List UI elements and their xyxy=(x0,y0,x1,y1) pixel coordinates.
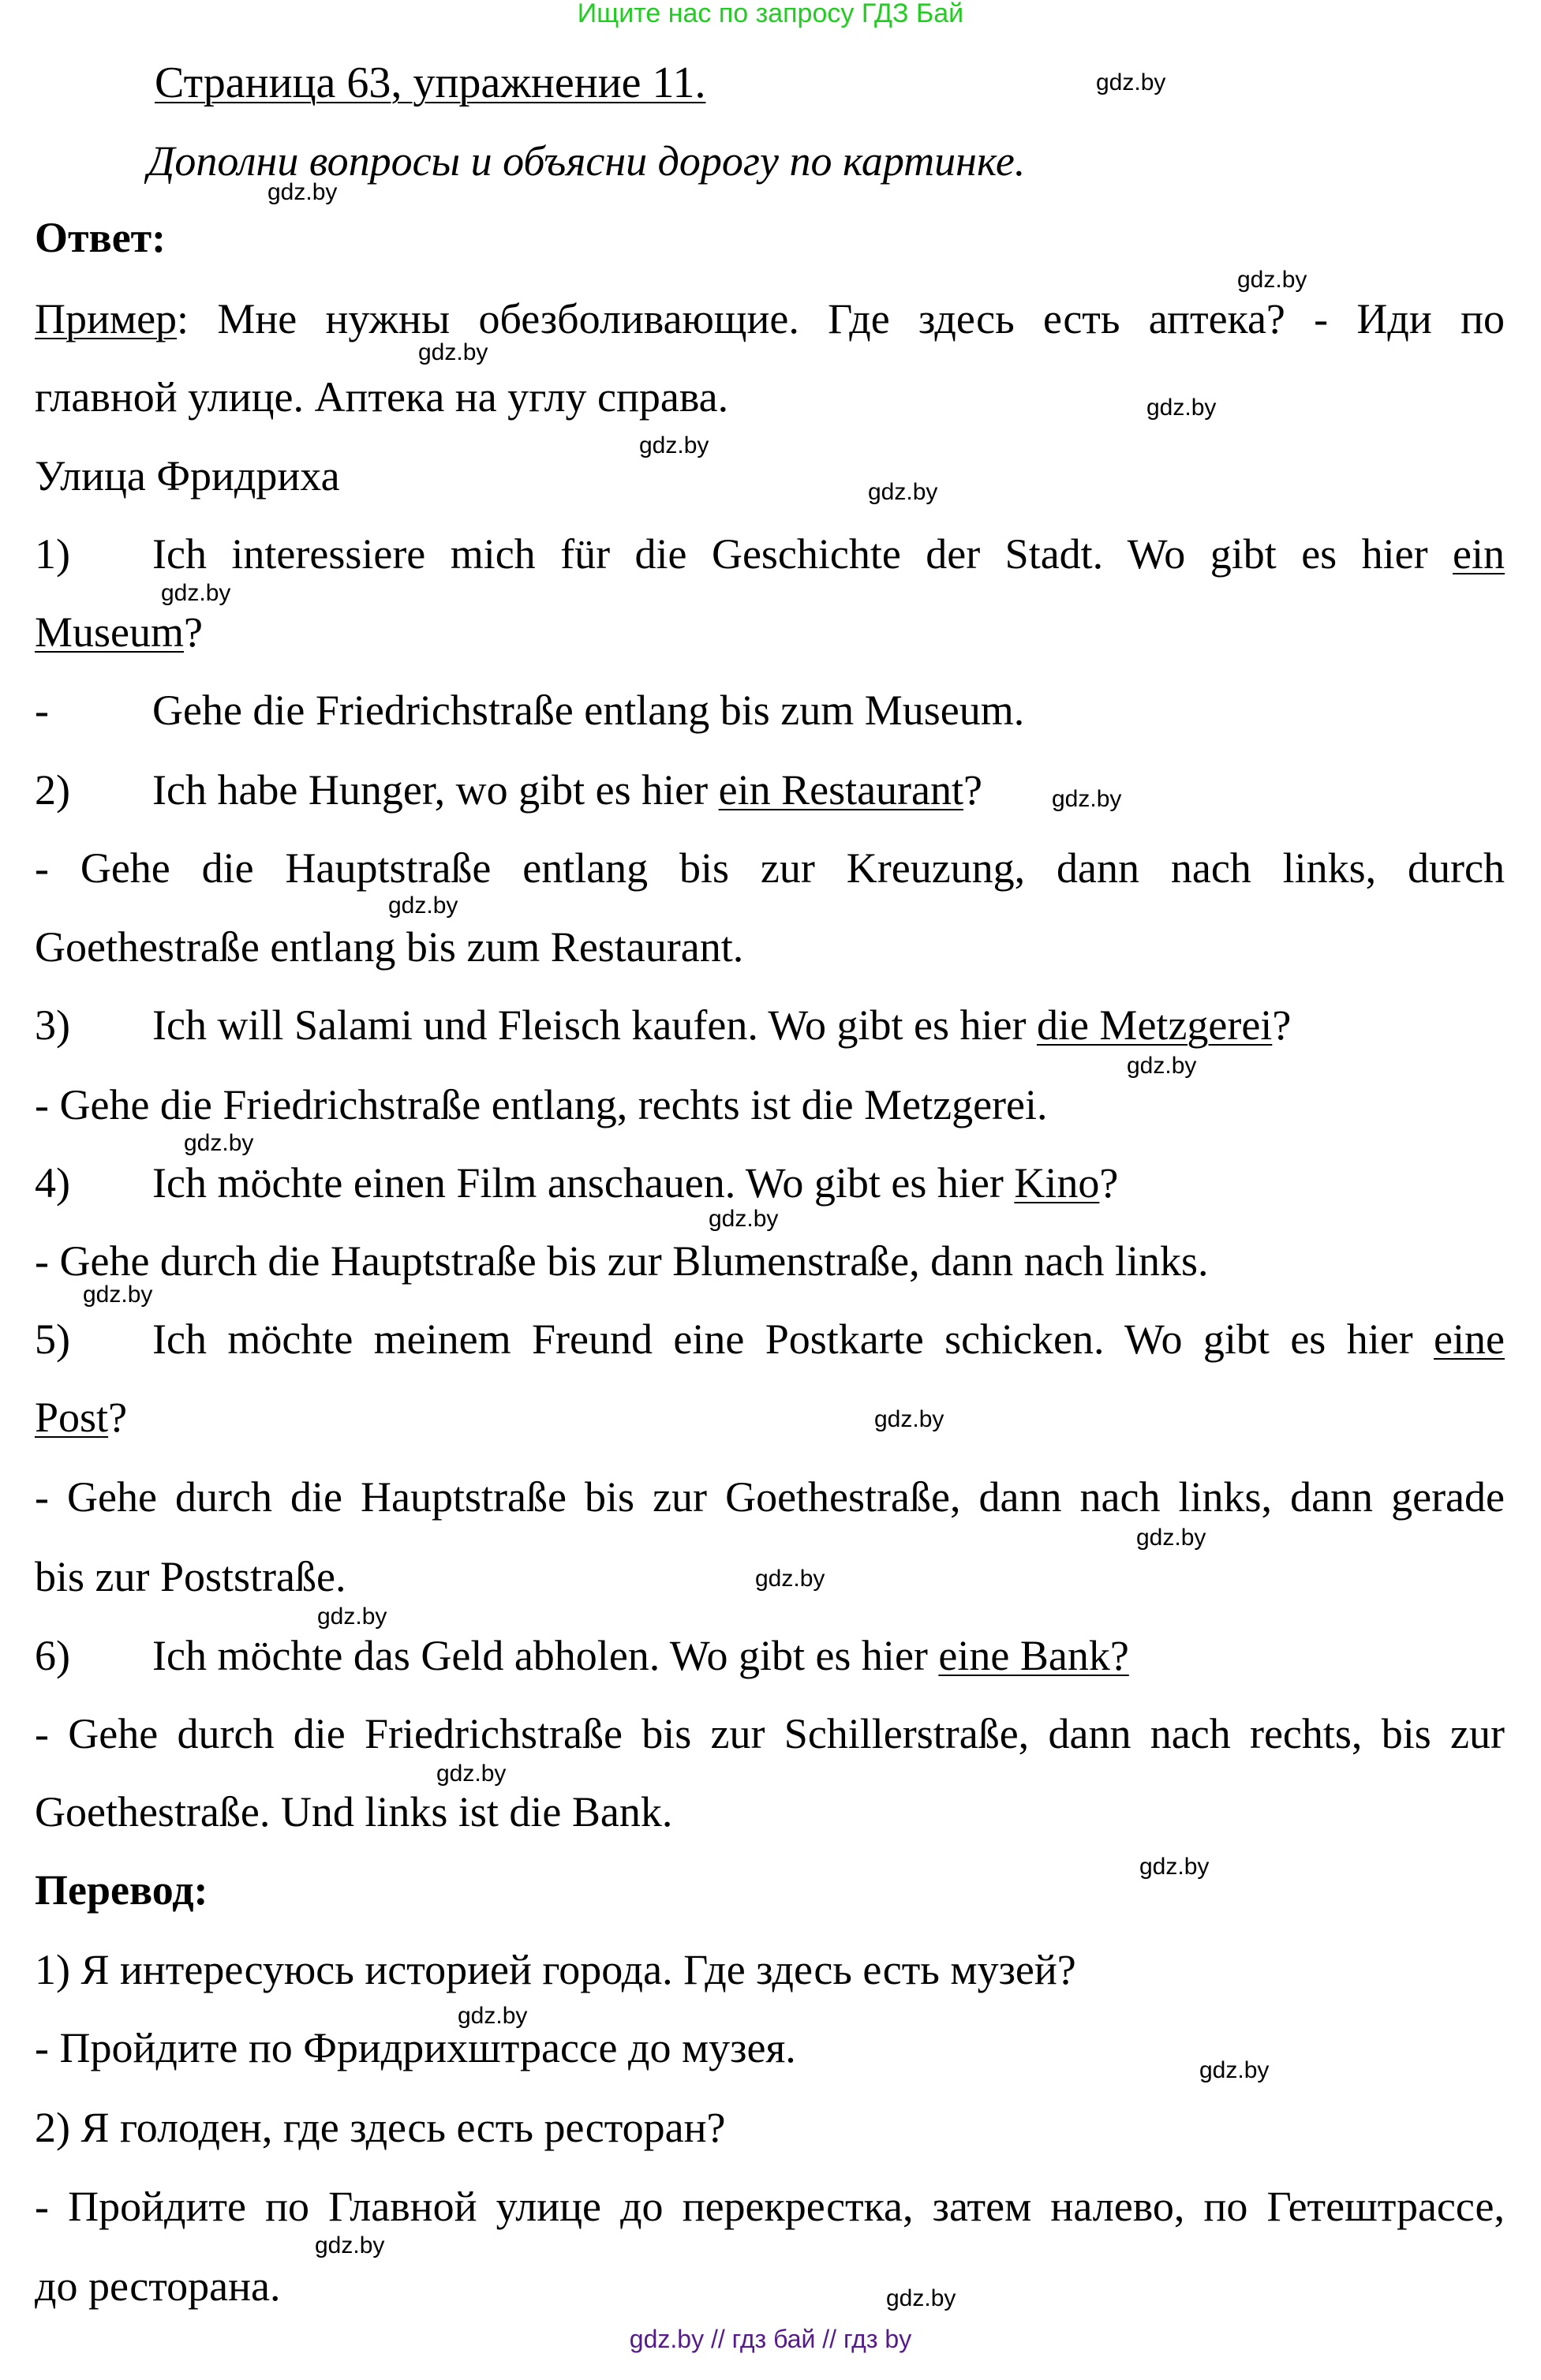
watermark: gdz.by xyxy=(161,580,231,606)
page-title xyxy=(155,58,705,107)
text-segment: главной улице. Аптека на углу справа. xyxy=(35,373,729,421)
text-line xyxy=(35,765,1505,814)
text-segment: ? xyxy=(1099,1159,1119,1207)
text-segment: - Gehe die Hauptstraße entlang bis zur Kreuzung, dann nach links, durch xyxy=(35,844,1505,892)
text-line xyxy=(35,1315,1505,1364)
text-segment: - Gehe die Friedrichstraße entlang, rechts ist die Metzgerei. xyxy=(35,1081,1048,1128)
text-segment: Ich möchte das Geld abholen. Wo gibt es hier xyxy=(152,1632,939,1679)
watermark: gdz.by xyxy=(709,1206,779,1232)
text-line xyxy=(35,1945,1505,1994)
text-segment: Ich habe Hunger, wo gibt es hier xyxy=(152,766,719,814)
answer-heading xyxy=(35,213,1505,262)
text-segment: Ответ: xyxy=(35,214,166,261)
watermark: gdz.by xyxy=(418,339,488,365)
watermark: gdz.by xyxy=(868,479,938,505)
text-line xyxy=(35,1709,1505,1758)
watermark: gdz.by xyxy=(874,1406,944,1432)
text-segment: - Gehe durch die Friedrichstraße bis zur Schillerstraße, dann nach rechts, bis zur xyxy=(35,1710,1505,1757)
text-line xyxy=(35,686,1505,735)
text-segment: Ich möchte meinem Freund eine Postkarte schicken. Wo gibt es hier xyxy=(152,1315,1434,1363)
translation-heading xyxy=(35,1865,1505,1914)
text-segment: - Пройдите по Главной улице до перекрестка, затем налево, по Гетештрассе, xyxy=(35,2183,1505,2230)
task-instruction xyxy=(148,137,1025,185)
text-segment: ? xyxy=(184,608,203,656)
watermark: gdz.by xyxy=(436,1761,507,1787)
text-segment: : Мне нужны обезболивающие. Где здесь есть аптека? - Иди по xyxy=(177,295,1505,342)
watermark: gdz.by xyxy=(83,1282,153,1308)
text-line xyxy=(35,922,1505,971)
text-line xyxy=(35,1393,1505,1442)
text-line xyxy=(35,1158,1505,1207)
watermark: gdz.by xyxy=(388,892,458,919)
text-segment: Goethestraße. Und links ist die Bank. xyxy=(35,1788,673,1836)
watermark: gdz.by xyxy=(755,1566,825,1592)
text-line xyxy=(35,530,1505,578)
footer-banner[interactable]: gdz.by // гдз бай // гдз by xyxy=(629,2325,912,2353)
watermark: gdz.by xyxy=(1096,69,1166,95)
text-line xyxy=(35,294,1505,343)
item-number: 2) xyxy=(35,766,70,814)
watermark: gdz.by xyxy=(1199,2057,1270,2083)
text-line xyxy=(35,2262,1505,2311)
item-number: 6) xyxy=(35,1632,70,1679)
text-line xyxy=(35,1787,1505,1836)
watermark: gdz.by xyxy=(886,2285,956,2311)
item-number: - xyxy=(35,687,49,734)
text-line xyxy=(35,844,1505,892)
underlined-text: Kino xyxy=(1014,1159,1100,1207)
text-segment: - Gehe durch die Hauptstraße bis zur Goethestraße, dann nach links, dann gerade xyxy=(35,1473,1505,1521)
watermark: gdz.by xyxy=(639,432,709,458)
underlined-text: Museum xyxy=(35,608,184,656)
watermark: gdz.by xyxy=(317,1604,387,1630)
watermark: gdz.by xyxy=(1136,1525,1206,1551)
item-number: 5) xyxy=(35,1315,70,1363)
text-line xyxy=(35,608,1505,657)
underlined-text: eine Bank? xyxy=(938,1632,1129,1679)
watermark: gdz.by xyxy=(1127,1053,1197,1079)
text-segment: ? xyxy=(108,1394,128,1441)
watermark: gdz.by xyxy=(267,179,338,205)
text-segment: Дополни вопросы и объясни дорогу по картинке. xyxy=(148,137,1026,185)
watermark: gdz.by xyxy=(1237,267,1307,293)
item-number: 4) xyxy=(35,1159,70,1207)
text-segment: Ich interessiere mich für die Geschichte der Stadt. Wo gibt es hier xyxy=(152,530,1453,578)
underlined-text: Страница 63, упражнение 11. xyxy=(155,58,706,107)
watermark: gdz.by xyxy=(1146,395,1217,421)
watermark: gdz.by xyxy=(184,1130,254,1156)
text-line xyxy=(35,1473,1505,1521)
text-line xyxy=(35,1001,1505,1050)
text-line xyxy=(35,372,1505,421)
text-segment: Перевод: xyxy=(35,1866,208,1914)
underlined-text: Post xyxy=(35,1394,109,1441)
item-number: 1) xyxy=(35,530,70,578)
watermark: gdz.by xyxy=(458,2003,528,2029)
text-segment: до ресторана. xyxy=(35,2262,281,2310)
item-number: 3) xyxy=(35,1001,70,1049)
watermark: gdz.by xyxy=(315,2232,385,2258)
text-line xyxy=(35,2023,1505,2072)
text-segment: ? xyxy=(963,766,982,814)
text-segment: ? xyxy=(1272,1001,1292,1049)
underlined-text: Пример xyxy=(35,295,178,342)
underlined-text: ein Restaurant xyxy=(718,766,964,814)
text-line xyxy=(35,2182,1505,2231)
text-segment: - Gehe durch die Hauptstraße bis zur Blumenstraße, dann nach links. xyxy=(35,1237,1209,1285)
text-line xyxy=(35,1631,1505,1680)
text-segment: Ich möchte einen Film anschauen. Wo gibt es hier xyxy=(152,1159,1015,1207)
text-line xyxy=(35,1237,1505,1285)
text-line xyxy=(35,1080,1505,1129)
text-segment: Ich will Salami und Fleisch kaufen. Wo gibt es hier xyxy=(152,1001,1037,1049)
watermark: gdz.by xyxy=(1139,1854,1210,1880)
text-segment: Улица Фридриха xyxy=(35,452,340,500)
text-line xyxy=(35,2103,1505,2152)
text-segment: Gehe die Friedrichstraße entlang bis zum Museum. xyxy=(152,687,1025,734)
underlined-text: eine xyxy=(1434,1315,1505,1363)
text-line xyxy=(35,451,1505,500)
text-segment: Goethestraße entlang bis zum Restaurant. xyxy=(35,923,744,971)
text-segment: bis zur Poststraße. xyxy=(35,1553,346,1600)
underlined-text: die Metzgerei xyxy=(1036,1001,1273,1049)
text-segment: 1) Я интересуюсь историей города. Где здесь есть музей? xyxy=(35,1946,1076,1993)
text-segment: 2) Я голоден, где здесь есть ресторан? xyxy=(35,2104,726,2151)
text-segment: - Пройдите по Фридрихштрассе до музея. xyxy=(35,2024,796,2071)
underlined-text: ein xyxy=(1453,530,1505,578)
watermark: gdz.by xyxy=(1052,786,1122,812)
header-banner: Ищите нас по запросу ГДЗ Бай xyxy=(577,0,964,28)
